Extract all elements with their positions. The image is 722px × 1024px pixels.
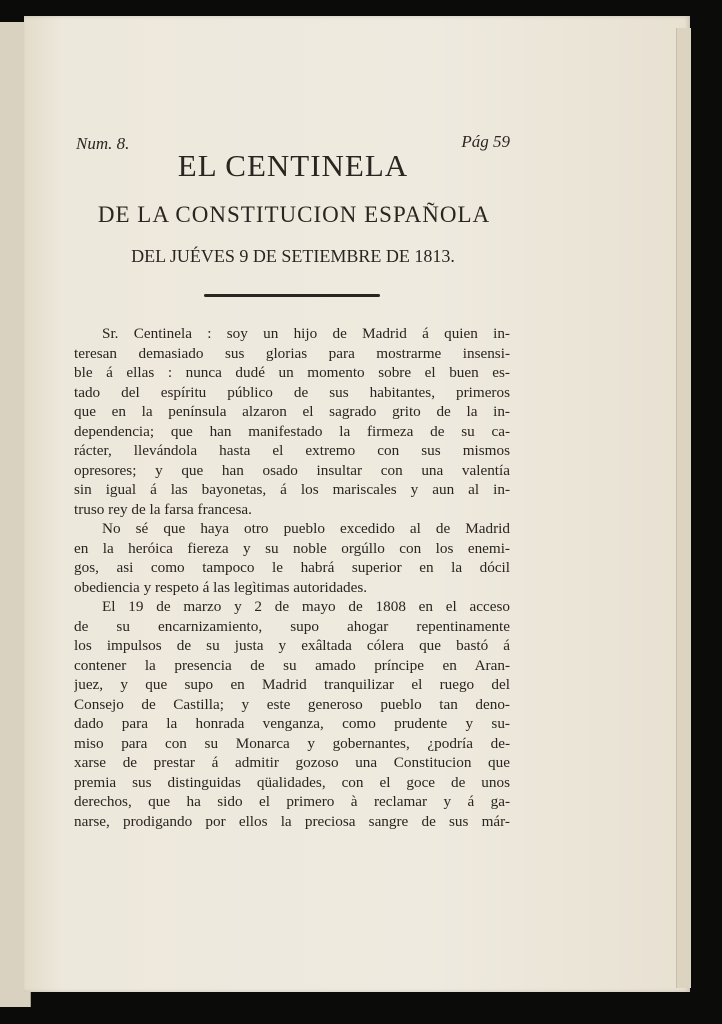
text-line: teresan demasiado sus glorias para mostrarme insensi- (74, 344, 510, 362)
text-line: rácter, llevándola hasta el extremo con sus mismos (74, 442, 510, 459)
issue-number: Num. 8. (76, 134, 130, 153)
text-line: tado del espíritu público de sus habitantes, primeros (74, 383, 510, 401)
text-line: dado para la honrada venganza, como prudente y su- (74, 715, 510, 732)
text-line: narse, prodigando por ellos la preciosa sangre de sus már- (74, 812, 510, 830)
text-line: obediencia y respeto á las legìtimas autoridades. (74, 578, 368, 596)
issue-date: DEL JUÉVES 9 DE SETIEMBRE DE 1813. (131, 246, 455, 266)
text-line: sin igual á las bayonetas, á los mariscales y aun al in- (74, 481, 510, 498)
text-line: de su encarnizamiento, supo ahogar repentinamente (74, 617, 510, 635)
article-body (74, 324, 510, 831)
text-line: Consejo de Castilla; y este generoso pueblo tan deno- (74, 695, 510, 713)
newspaper-title: EL CENTINELA (177, 148, 409, 183)
text-line: ble á ellas : nunca dudé un momento sobre el buen es- (74, 364, 510, 381)
text-line: No sé que haya otro pueblo excedido al de Madrid (102, 520, 510, 537)
text-line: xarse de prestar á admitir gozoso una Constitucion que (74, 754, 510, 771)
right-page-edge (676, 28, 691, 988)
text-line: contener la presencia de su amado príncipe en Aran- (74, 656, 510, 674)
text-line: El 19 de marzo y 2 de mayo de 1808 en el acceso (102, 598, 510, 615)
page-number: Pág 59 (461, 132, 510, 151)
newspaper-subtitle: DE LA CONSTITUCION ESPAÑOLA (97, 202, 491, 227)
text-line: miso para con su Monarca y gobernantes, ¿podría de- (74, 734, 510, 752)
text-line: que en la península alzaron el sagrado grito de la in- (74, 403, 510, 420)
text-line: premia sus distinguidas qüalidades, con el goce de unos (74, 773, 510, 791)
text-line: Sr. Centinela : soy un hijo de Madrid á quien in- (102, 325, 510, 342)
text-line: opresores; y que han osado insultar con una valentía (74, 461, 510, 479)
text-line: gos, asi como tampoco le habrá superior en la dócil (74, 559, 510, 576)
text-line: dependencia; que han manifestado la firmeza de su ca- (74, 422, 510, 440)
text-line: truso rey de la farsa francesa. (74, 500, 252, 518)
text-line: los impulsos de su justa y exâltada cólera que bastó á (74, 637, 510, 654)
divider-rule (204, 294, 380, 297)
text-line: en la heróica fiereza y su noble orgúllo con los enemi- (74, 539, 510, 557)
text-line: juez, y que supo en Madrid tranquilizar el ruego del (74, 676, 510, 693)
text-line: derechos, que ha sido el primero à reclamar y á ga- (74, 793, 510, 810)
